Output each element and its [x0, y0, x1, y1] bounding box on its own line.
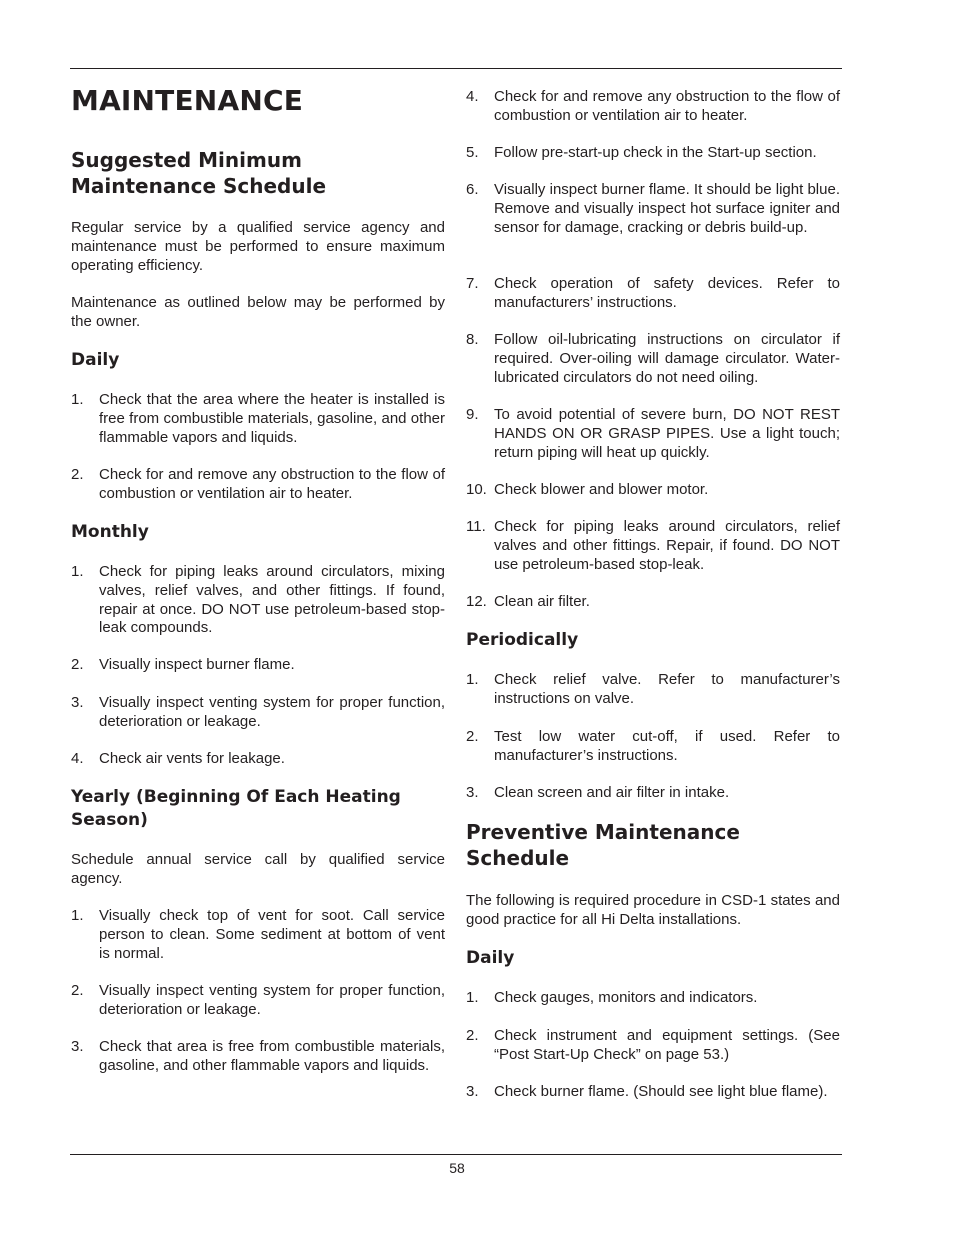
list-item: 3. Check burner flame. (Should see light blue flame). [466, 1083, 828, 1100]
subheading-periodically: Periodically [466, 630, 579, 650]
list-item: 5. Follow pre-start-up check in the Start-up section. [466, 144, 817, 161]
list-item: 1. Check that the area where the heater is installed is free from combustible materials, gasoline, and other flammable vapors and liquids. [71, 391, 445, 446]
list-item: 3. Check that area is free from combustible materials, gasoline, and other flammable vapors and liquids. [71, 1038, 445, 1074]
list-item: 1. Visually check top of vent for soot. Call service person to clean. Some sediment at bottom of vent is normal. [71, 907, 445, 962]
list-item: 3. Clean screen and air filter in intake. [466, 784, 730, 801]
section-heading-preventive-schedule: Preventive Maintenance Schedule [466, 820, 740, 870]
intro-paragraph-owner: Maintenance as outlined below may be performed by the owner. [71, 294, 445, 330]
list-item: 7. Check operation of safety devices. Refer to manufacturers’ instructions. [466, 275, 840, 311]
list-item: 2. Test low water cut-off, if used. Refer to manufacturer’s instructions. [466, 728, 840, 764]
intro-paragraph-service: Regular service by a qualified service agency and maintenance must be performed to ensure maximum operating efficiency. [71, 219, 445, 274]
list-item: 3. Visually inspect venting system for proper function, deterioration or leakage. [71, 694, 445, 730]
list-item: 9. To avoid potential of severe burn, DO NOT REST HANDS ON OR GRASP PIPES. Use a light touch; return piping will heat up quickly. [466, 406, 840, 461]
list-item: 1. Check gauges, monitors and indicators. [466, 989, 758, 1006]
list-item: 2. Visually inspect venting system for proper function, deterioration or leakage. [71, 982, 445, 1018]
subheading-daily: Daily [71, 350, 120, 370]
preventive-intro-paragraph: The following is required procedure in CSD-1 states and good practice for all Hi Delta installations. [466, 892, 840, 928]
page-number: 58 [449, 1160, 465, 1176]
page-title: MAINTENANCE [71, 84, 304, 117]
subheading-monthly: Monthly [71, 522, 149, 542]
list-item: 1. Check relief valve. Refer to manufacturer’s instructions on valve. [466, 671, 840, 707]
list-item: 2. Check instrument and equipment settings. (See “Post Start-Up Check” on page 53.) [466, 1027, 840, 1063]
footer-rule [70, 1154, 842, 1155]
list-item: 4. Check air vents for leakage. [71, 750, 285, 767]
list-item: 2. Visually inspect burner flame. [71, 656, 295, 673]
list-item: 12. Clean air filter. [466, 593, 590, 610]
list-item: 6. Visually inspect burner flame. It should be light blue. Remove and visually inspect hot surface igniter and sensor for damage, cracking or debris build-up. [466, 181, 840, 236]
list-item: 8. Follow oil-lubricating instructions on circulator if required. Over-oiling will damage circulator. Water-lubricated circulators do not need oiling. [466, 331, 840, 386]
header-rule [70, 68, 842, 69]
list-item: 11. Check for piping leaks around circulators, relief valves and other fittings. Repair, if found. DO NOT use petroleum-based stop-leak. [466, 518, 840, 573]
list-item: 10. Check blower and blower motor. [466, 481, 709, 498]
yearly-intro-paragraph: Schedule annual service call by qualified service agency. [71, 851, 445, 887]
section-heading-suggested-schedule: Suggested Minimum Maintenance Schedule [71, 148, 327, 198]
subheading-daily-preventive: Daily [466, 948, 515, 968]
list-item: 4. Check for and remove any obstruction to the flow of combustion or ventilation air to heater. [466, 88, 840, 124]
list-item: 1. Check for piping leaks around circulators, mixing valves, relief valves, and other fittings. If found, repair at once. DO NOT use petroleum-based stop-leak compounds. [71, 563, 445, 637]
list-item: 2. Check for and remove any obstruction to the flow of combustion or ventilation air to heater. [71, 466, 445, 502]
subheading-yearly: Yearly (Beginning Of Each Heating Season) [71, 787, 401, 830]
